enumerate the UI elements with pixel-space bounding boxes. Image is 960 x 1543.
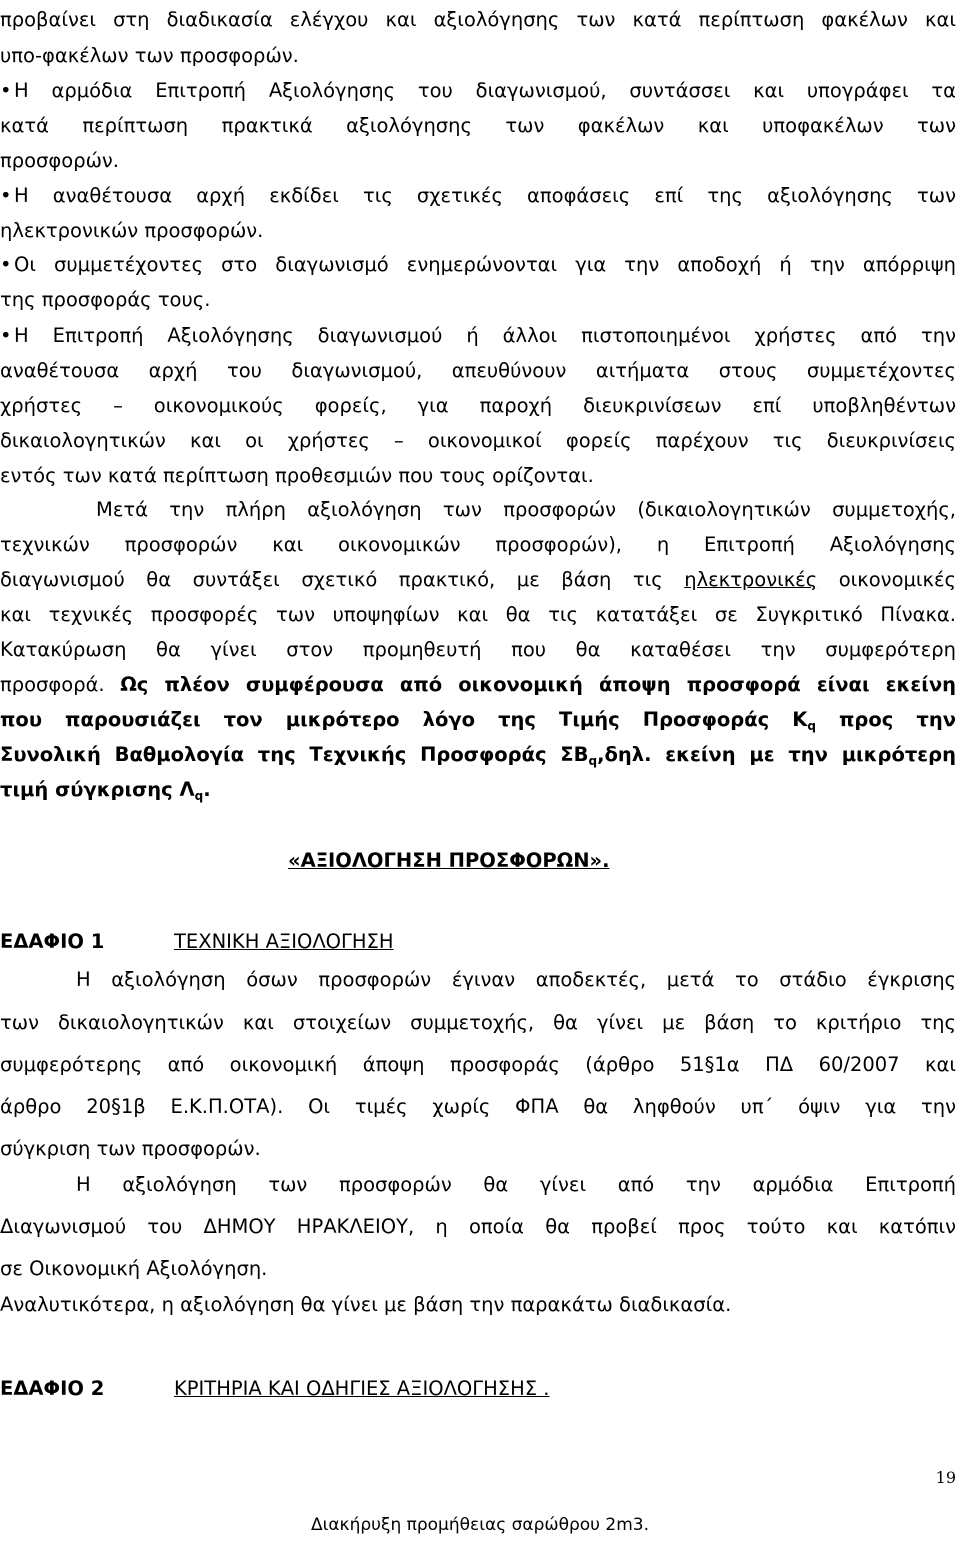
bullet-icon: • [0, 184, 12, 207]
footer-text: Διακήρυξη προμήθειας σαρώθρου 2m3. [310, 1515, 650, 1535]
bold-text: Ως πλέον συμφέρουσα από οικονομική άποψη προσφορά είναι εκείνη [120, 673, 956, 696]
text-line: σε Οικονομική Αξιολόγηση. [0, 1257, 268, 1280]
text-line: προβαίνει στη διαδικασία ελέγχου και αξιολόγησης των κατά περίπτωση φακέλων και [0, 8, 956, 31]
text-line: Διαγωνισμού του ΔΗΜΟΥ ΗΡΑΚΛΕΙΟΥ, η οποία θα προβεί προς τούτο και κατόπιν [0, 1215, 956, 1238]
bullet-icon: • [0, 79, 12, 102]
text-line: δικαιολογητικών και οι χρήστες – οικονομικοί φορείς παρέχουν τις διευκρινίσεις [0, 429, 956, 452]
underlined-word: ηλεκτρονικές [684, 568, 818, 591]
bullet-icon: • [0, 324, 12, 347]
text-line: Η αξιολόγηση των προσφορών θα γίνει από την αρμόδια Επιτροπή [76, 1173, 956, 1196]
text-line: εντός των κατά περίπτωση προθεσμιών που τους ορίζονται. [0, 464, 594, 487]
bold-text-line: Συνολική Βαθμολογία της Τεχνικής Προσφοράς $\Sigma B_q,\delta\eta\lambda$. εκείνη με την μικρότερη [0, 743, 956, 768]
text-line: συμφερότερης από οικονομική άποψη προσφοράς (άρθρο 51§1α ΠΔ 60/2007 και [0, 1053, 956, 1076]
text-line: και τεχνικές προσφορές των υποψηφίων και θα τις κατατάξει σε Συγκριτικό Πίνακα. [0, 603, 956, 626]
bold-text-line: που παρουσιάζει τον μικρότερο λόγο της Τιμής Προσφοράς $K_q$ προς την [0, 708, 956, 733]
text-line: αναθέτουσα αρχή του διαγωνισμού, απευθύνουν αιτήματα στους συμμετέχοντες [0, 359, 956, 382]
section-1-title: ΤΕΧΝΙΚΗ ΑΞΙΟΛΟΓΗΣΗ [174, 930, 394, 953]
section-2-number: ΕΔΑΦΙΟ 2 [0, 1377, 105, 1400]
text-line: προσφορών. [0, 149, 119, 172]
section-1-number: ΕΔΑΦΙΟ 1 [0, 930, 105, 953]
text-line: διαγωνισμού θα συντάξει σχετικό πρακτικό, με βάση τις ηλεκτρονικές οικονομικές [0, 568, 956, 591]
text-line: της προσφοράς τους. [0, 288, 211, 311]
text-line: χρήστες – οικονομικούς φορείς, για παροχή διευκρινίσεων επί υποβληθέντων [0, 394, 956, 417]
text-line: Μετά την πλήρη αξιολόγηση των προσφορών (δικαιολογητικών συμμετοχής, [96, 498, 956, 521]
text-line: σύγκριση των προσφορών. [0, 1137, 261, 1160]
bullet-item: • Η Επιτροπή Αξιολόγησης διαγωνισμού ή άλλοι πιστοποιημένοι χρήστες από την [0, 324, 956, 347]
text-line: Αναλυτικότερα, η αξιολόγηση θα γίνει με βάση την παρακάτω διαδικασία. [0, 1293, 732, 1316]
text-line: Κατακύρωση θα γίνει στον προμηθευτή που θα καταθέσει την συμφερότερη [0, 638, 956, 661]
text-line: άρθρο 20§1β Ε.Κ.Π.ΟΤΑ). Οι τιμές χωρίς ΦΠΑ θα ληφθούν υπ΄ όψιν για την [0, 1095, 956, 1118]
text-line: Η αξιολόγηση όσων προσφορών έγιναν αποδεκτές, μετά το στάδιο έγκρισης [76, 968, 956, 991]
text-line: των δικαιολογητικών και στοιχείων συμμετοχής, θα γίνει με βάση το κριτήριο της [0, 1011, 956, 1034]
text-line: ηλεκτρονικών προσφορών. [0, 219, 264, 242]
text-line: υπο-φακέλων των προσφορών. [0, 44, 299, 67]
bullet-icon: • [0, 253, 12, 276]
main-heading: «ΑΞΙΟΛΟΓΗΣΗ ΠΡΟΣΦΟΡΩΝ». [288, 849, 610, 872]
text-line: τεχνικών προσφορών και οικονομικών προσφορών), η Επιτροπή Αξιολόγησης [0, 533, 956, 556]
bold-text-line: τιμή σύγκρισης $\Lambda_q$. [0, 778, 211, 803]
bullet-item: • Η αρμόδια Επιτροπή Αξιολόγησης του διαγωνισμού, συντάσσει και υπογράφει τα [0, 79, 956, 102]
text-line: κατά περίπτωση πρακτικά αξιολόγησης των φακέλων και υποφακέλων των [0, 114, 956, 137]
text-line: προσφορά. Ως πλέον συμφέρουσα από οικονομική άποψη προσφορά είναι εκείνη [0, 673, 956, 696]
bullet-item: • Οι συμμετέχοντες στο διαγωνισμό ενημερώνονται για την αποδοχή ή την απόρριψη [0, 253, 956, 276]
bullet-item: • Η αναθέτουσα αρχή εκδίδει τις σχετικές αποφάσεις επί της αξιολόγησης των [0, 184, 956, 207]
section-2-title: ΚΡΙΤΗΡΙΑ ΚΑΙ ΟΔΗΓΙΕΣ ΑΞΙΟΛΟΓΗΣΗΣ . [174, 1377, 550, 1400]
page-number: 19 [935, 1468, 956, 1487]
